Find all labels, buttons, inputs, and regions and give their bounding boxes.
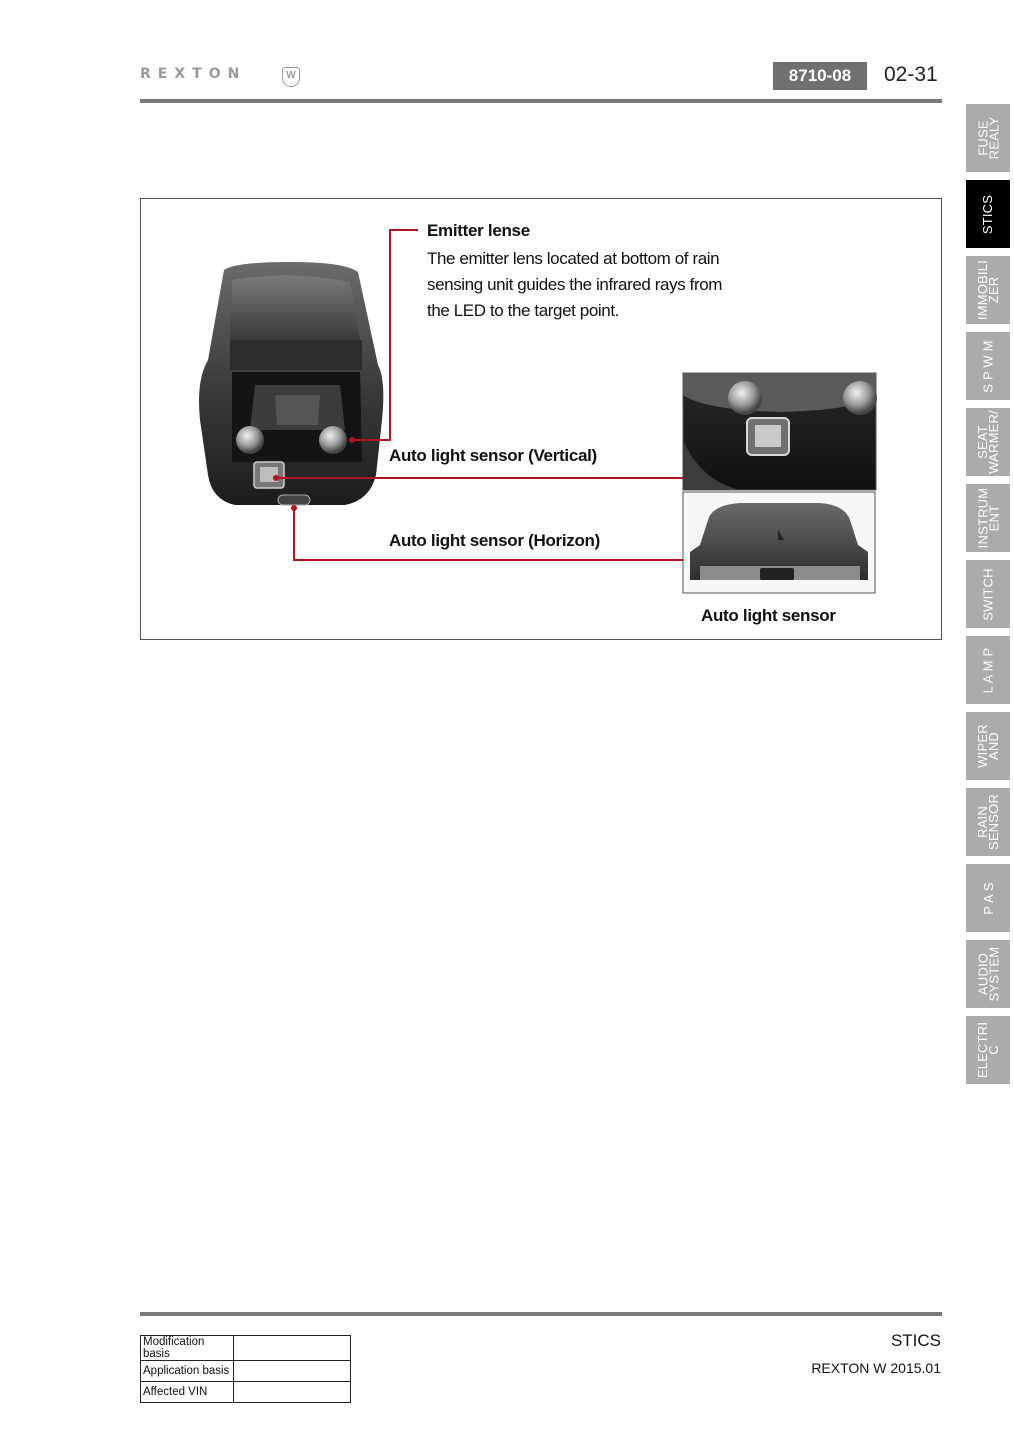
side-tab-instrument[interactable]: INSTRUM ENT [966, 484, 1010, 552]
brand-logo: REXTON [140, 66, 247, 82]
side-tab-spwm[interactable]: S P W M [966, 332, 1010, 400]
footer-rule [140, 1312, 942, 1316]
revision-key: Modification basis [141, 1336, 234, 1361]
rain-sensor-unit-image [199, 262, 383, 505]
page-number: 02-31 [884, 63, 938, 86]
section-code-badge: 8710-08 [773, 62, 867, 90]
emitter-callout-dot [349, 437, 355, 443]
revision-value [234, 1361, 351, 1382]
side-tab-lamp[interactable]: L A M P [966, 636, 1010, 704]
table-row [141, 1361, 351, 1382]
auto-light-sensor-horizon-label: Auto light sensor (Horizon) [389, 531, 600, 550]
side-tab-electric[interactable]: ELECTRI C [966, 1016, 1010, 1084]
side-tab-immobilizer[interactable]: IMMOBILI ZER [966, 256, 1010, 324]
side-tab-stics[interactable]: STICS [966, 180, 1010, 248]
side-tab-audio-system[interactable]: AUDIO SYSTEM [966, 940, 1010, 1008]
revision-value [234, 1382, 351, 1403]
revision-key: Affected VIN [141, 1382, 234, 1403]
brand-emblem-icon: W [282, 67, 300, 87]
revision-table [140, 1335, 351, 1403]
horizon-callout-dot [291, 505, 297, 511]
auto-light-sensor-vertical-label: Auto light sensor (Vertical) [389, 446, 597, 465]
emitter-lense-description: The emitter lens located at bottom of rain sensing unit guides the infrared rays from the LED to the target point. [427, 249, 723, 320]
emitter-lense-title: Emitter lense [427, 221, 530, 240]
side-tab-fuse-realy[interactable]: FUSE REALY [966, 104, 1010, 172]
table-row [141, 1336, 351, 1361]
inset-horizon-sensor-image [683, 492, 875, 593]
inset-vertical-sensor-image [683, 373, 877, 490]
vertical-callout-dot [273, 475, 279, 481]
side-tab-wiper[interactable]: WIPER AND [966, 712, 1010, 780]
table-row [141, 1382, 351, 1403]
side-tab-switch[interactable]: SWITCH [966, 560, 1010, 628]
figure-illustration [0, 0, 1014, 700]
revision-key: Application basis [141, 1361, 234, 1382]
footer-model-date: REXTON W 2015.01 [811, 1360, 941, 1376]
footer-section-name: STICS [890, 1331, 941, 1350]
side-tab-seat-warmer[interactable]: SEAT WARMER/ [966, 408, 1010, 476]
auto-light-sensor-caption: Auto light sensor [701, 606, 836, 625]
revision-value [234, 1336, 351, 1361]
side-tab-pas[interactable]: P A S [966, 864, 1010, 932]
side-tab-rain-sensor[interactable]: RAIN SENSOR [966, 788, 1010, 856]
